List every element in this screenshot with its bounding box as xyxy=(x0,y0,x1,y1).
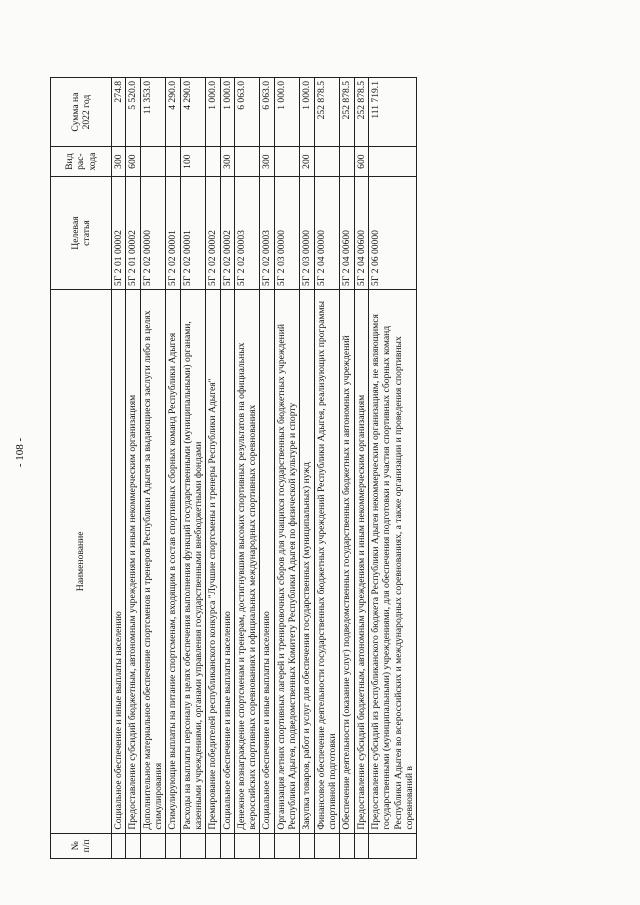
row-sum-cell: 1 000.0 xyxy=(206,78,220,147)
header-name: Наименование xyxy=(51,289,112,833)
table-row xyxy=(112,78,126,859)
table-body xyxy=(112,78,417,859)
row-kind-cell xyxy=(314,147,340,177)
table-row xyxy=(274,78,300,859)
row-num-cell xyxy=(300,833,314,858)
table-row xyxy=(206,78,220,859)
row-name-cell: Обеспечение деятельности (оказание услуг) подведомственных государственных бюджетных и автономных учреждений xyxy=(340,289,354,833)
table-row xyxy=(300,78,314,859)
row-num-cell xyxy=(354,833,368,858)
header-code: Целевая статья xyxy=(51,177,112,290)
row-num-cell xyxy=(166,833,180,858)
row-sum-cell: 1 000.0 xyxy=(300,78,314,147)
page-number: - 108 - xyxy=(14,437,26,468)
table-row xyxy=(314,78,340,859)
row-sum-cell: 252 878.5 xyxy=(314,78,340,147)
row-num-cell xyxy=(340,833,354,858)
row-name-cell: Финансовое обеспечение деятельности государственных бюджетных учреждений Республики Адыгея, реализующих программы спортивной подготовки xyxy=(314,289,340,833)
row-num-cell xyxy=(126,833,140,858)
row-kind-cell: 200 xyxy=(300,147,314,177)
row-name-cell: Организация летних спортивных лагерей и тренировочных сборов для учащихся государственных бюджетных учреждений Республики Адыгея, подведомственных Комитету Республики Адыгея по физической культуре и спорту xyxy=(274,289,300,833)
row-name-cell: Предоставление субсидий бюджетным, автономным учреждениям и иным некоммерческим организациям xyxy=(126,289,140,833)
row-name-cell: Социальное обеспечение и иные выплаты населению xyxy=(220,289,234,833)
header-row xyxy=(51,78,112,859)
row-kind-cell xyxy=(234,147,260,177)
row-num-cell xyxy=(180,833,206,858)
row-sum-cell: 111 719.1 xyxy=(368,78,416,147)
row-name-cell: Закупка товаров, работ и услуг для обеспечения государственных (муниципальных) нужд xyxy=(300,289,314,833)
table-row xyxy=(140,78,166,859)
row-name-cell: Расходы на выплаты персоналу в целях обеспечения выполнения функций государственными (муниципальными) органами, казенными учреждениями, органами управления государственными внебюджетными фондами xyxy=(180,289,206,833)
row-code-cell: 5Г 2 04 00000 xyxy=(314,177,340,290)
table-header xyxy=(51,78,112,859)
row-code-cell: 5Г 2 02 00001 xyxy=(180,177,206,290)
table-row xyxy=(220,78,234,859)
header-num: № п/п xyxy=(51,833,112,858)
table-row xyxy=(354,78,368,859)
row-num-cell xyxy=(314,833,340,858)
row-sum-cell: 252 878.5 xyxy=(340,78,354,147)
row-sum-cell: 5 520.0 xyxy=(126,78,140,147)
table-row xyxy=(180,78,206,859)
row-code-cell: 5Г 2 02 00000 xyxy=(140,177,166,290)
row-code-cell: 5Г 2 02 00002 xyxy=(220,177,234,290)
row-num-cell xyxy=(368,833,416,858)
row-num-cell xyxy=(234,833,260,858)
row-name-cell: Дополнительное материальное обеспечение спортсменов и тренеров Республики Адыгея за выдающиеся заслуги либо в целях стимулирования xyxy=(140,289,166,833)
row-kind-cell: 100 xyxy=(180,147,206,177)
row-sum-cell: 11 353.0 xyxy=(140,78,166,147)
row-code-cell: 5Г 2 03 00000 xyxy=(274,177,300,290)
row-name-cell: Предоставление субсидий из республиканского бюджета Республики Адыгея некоммерческим организациям, не являющимся государственными (муниципальными) учреждениями, для обеспечения подготовки и участия спортивных сборных команд Республики Адыгея во всероссийских и международных соревнованиях, а также организации и проведения спортивных соревнований в xyxy=(368,289,416,833)
table-row xyxy=(340,78,354,859)
row-code-cell: 5Г 2 06 00000 xyxy=(368,177,416,290)
table-row xyxy=(234,78,260,859)
row-kind-cell xyxy=(206,147,220,177)
row-name-cell: Стимулирующие выплаты на питание спортсменам, входящим в состав спортивных сборных команд Республики Адыгея xyxy=(166,289,180,833)
row-sum-cell: 4 290.0 xyxy=(166,78,180,147)
row-num-cell xyxy=(274,833,300,858)
row-kind-cell: 600 xyxy=(126,147,140,177)
table-row xyxy=(126,78,140,859)
row-code-cell: 5Г 2 02 00002 xyxy=(206,177,220,290)
row-name-cell: Премирование победителей республиканского конкурса "Лучшие спортсмены и тренеры Республики Адыгея" xyxy=(206,289,220,833)
row-num-cell xyxy=(112,833,126,858)
row-code-cell: 5Г 2 04 00600 xyxy=(340,177,354,290)
row-sum-cell: 6 063.0 xyxy=(234,78,260,147)
row-kind-cell xyxy=(368,147,416,177)
row-code-cell: 5Г 2 04 00600 xyxy=(354,177,368,290)
row-kind-cell xyxy=(166,147,180,177)
row-sum-cell: 6 063.0 xyxy=(260,78,274,147)
row-kind-cell: 300 xyxy=(112,147,126,177)
row-num-cell xyxy=(220,833,234,858)
row-num-cell xyxy=(140,833,166,858)
header-sum: Сумма на 2022 год xyxy=(51,78,112,147)
row-code-cell: 5Г 2 01 00002 xyxy=(126,177,140,290)
row-sum-cell: 252 878.5 xyxy=(354,78,368,147)
row-num-cell xyxy=(206,833,220,858)
row-kind-cell: 600 xyxy=(354,147,368,177)
row-code-cell: 5Г 2 02 00003 xyxy=(260,177,274,290)
row-sum-cell: 1 000.0 xyxy=(274,78,300,147)
row-name-cell: Социальное обеспечение и иные выплаты населению xyxy=(112,289,126,833)
row-code-cell: 5Г 2 03 00000 xyxy=(300,177,314,290)
row-code-cell: 5Г 2 02 00003 xyxy=(234,177,260,290)
table-row xyxy=(166,78,180,859)
budget-table xyxy=(50,77,417,859)
row-code-cell: 5Г 2 01 00002 xyxy=(112,177,126,290)
row-num-cell xyxy=(260,833,274,858)
row-sum-cell: 4 290.0 xyxy=(180,78,206,147)
row-name-cell: Денежное вознаграждение спортсменам и тренерам, достигнувшим высоких спортивных результатов на официальных всероссийских спортивных соревнованиях и официальных международных спортивных соревнованиях xyxy=(234,289,260,833)
row-sum-cell: 274.8 xyxy=(112,78,126,147)
row-sum-cell: 1 000.0 xyxy=(220,78,234,147)
row-kind-cell xyxy=(140,147,166,177)
row-name-cell: Предоставление субсидий бюджетным, автономным учреждениям и иным некоммерческим организациям xyxy=(354,289,368,833)
table-row xyxy=(368,78,416,859)
header-kind: Вид рас- хода xyxy=(51,147,112,177)
row-kind-cell xyxy=(274,147,300,177)
row-kind-cell xyxy=(340,147,354,177)
row-code-cell: 5Г 2 02 00001 xyxy=(166,177,180,290)
row-name-cell: Социальное обеспечение и иные выплаты населению xyxy=(260,289,274,833)
row-kind-cell: 300 xyxy=(260,147,274,177)
table-row xyxy=(260,78,274,859)
row-kind-cell: 300 xyxy=(220,147,234,177)
